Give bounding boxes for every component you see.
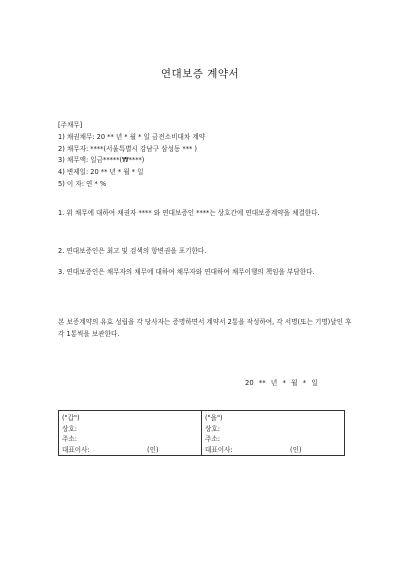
representative-field: 대표이사: (인) bbox=[205, 445, 302, 454]
contract-date: 20 ** 년 * 월 * 일 bbox=[245, 379, 318, 387]
party-gap bbox=[59, 411, 201, 455]
party-eul bbox=[201, 411, 344, 455]
seal-mark: (인) bbox=[290, 445, 302, 454]
debt-line-due-date: 4) 변제일: 20 ** 년 * 월 * 일 bbox=[58, 168, 144, 177]
company-field: 상호: bbox=[62, 424, 77, 433]
address-field: 주소: bbox=[205, 435, 220, 444]
representative-field: 대표이사: (인) bbox=[62, 445, 159, 454]
clause-2: 2. 연대보증인은 최고 및 검색의 항변권을 포기한다. bbox=[58, 247, 207, 255]
debt-line-contract: 1) 채권채무: 20 ** 년 * 월 * 일 금전소비대차 계약 bbox=[58, 132, 206, 141]
document-title: 연대보증 계약서 bbox=[160, 68, 240, 80]
clause-1: 1. 위 채무에 대하여 채권자 **** 와 연대보증인 ****는 상호간에 연대보증계약을 체결한다. bbox=[58, 209, 320, 217]
closing-paragraph: 본 보증계약의 유효 성립을 각 당사자는 증명하면서 계약서 2통을 작성하여, 각 서명(또는 기명)날인 후 각 1통씩을 보관한다. bbox=[58, 318, 352, 338]
debt-line-amount: 3) 채무액: 일금*****(₩****) bbox=[58, 156, 145, 165]
debt-line-interest: 5) 이 자: 연 * % bbox=[58, 179, 107, 188]
party-label: ("갑") bbox=[62, 414, 80, 422]
party-label: ("을") bbox=[205, 414, 223, 422]
signature-table bbox=[58, 410, 345, 456]
debt-line-debtor: 2) 채무자: ****(서울특별시 강남구 삼성동 *** ) bbox=[58, 144, 197, 153]
main-debt-section bbox=[58, 120, 205, 191]
clause-3: 3. 연대보증인은 채무자의 채무에 대하여 채무자와 연대하여 채무이행의 책임을 부담한다. bbox=[58, 268, 315, 276]
address-field: 주소: bbox=[62, 435, 77, 444]
seal-mark: (인) bbox=[147, 445, 159, 454]
main-debt-heading: [주채무] bbox=[58, 121, 83, 129]
company-field: 상호: bbox=[205, 424, 220, 433]
